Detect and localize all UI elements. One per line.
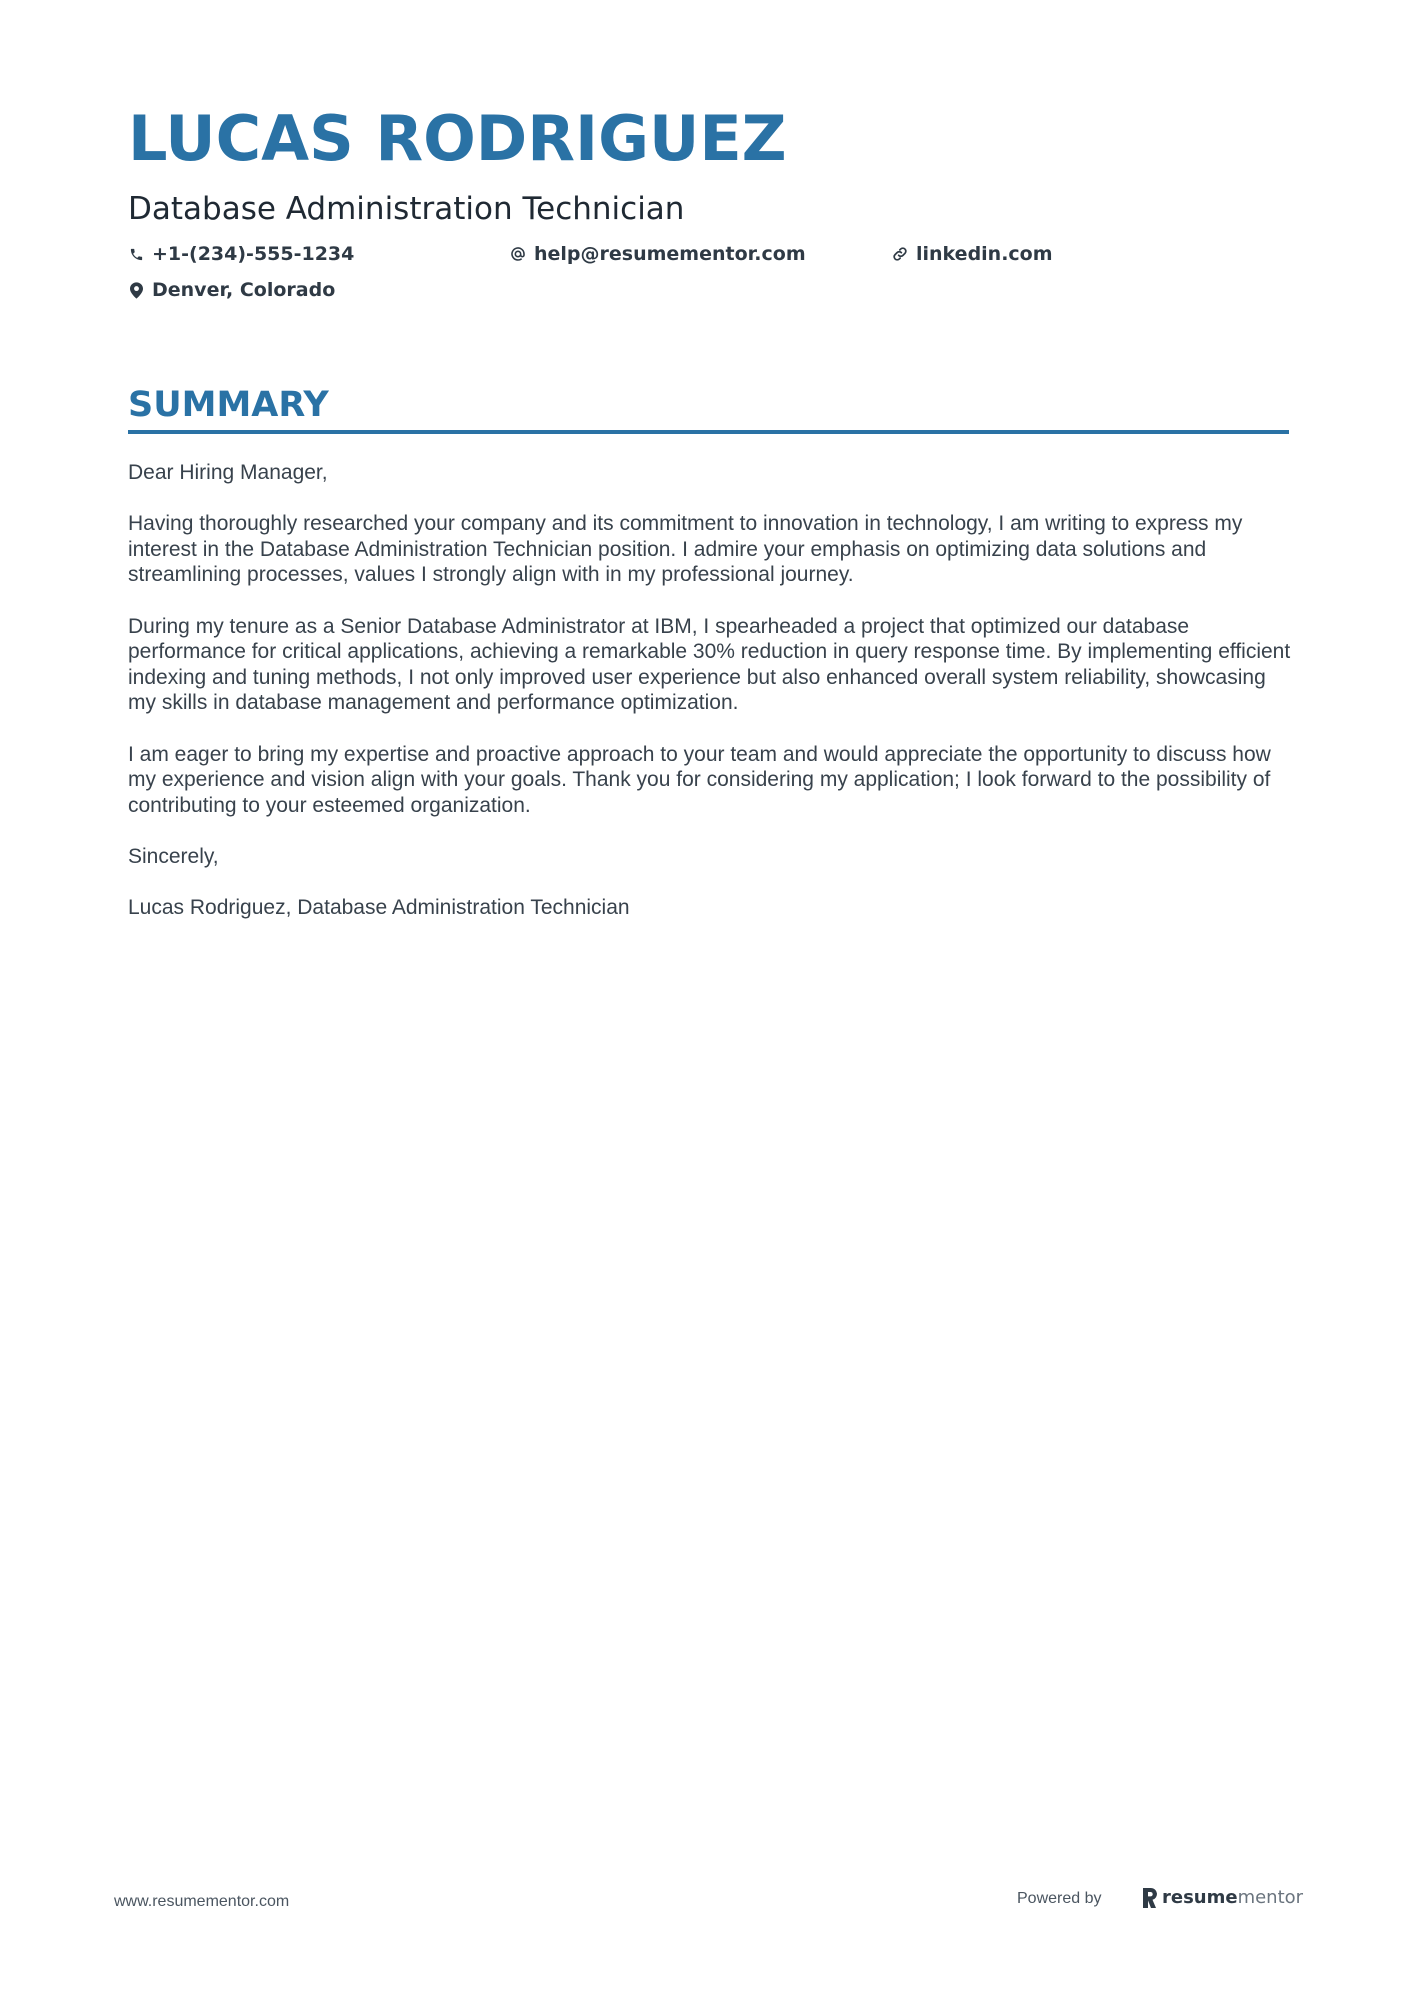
powered-by-label: Powered by — [1017, 1890, 1102, 1907]
salutation: Dear Hiring Manager, — [128, 461, 328, 484]
closing: Sincerely, — [128, 844, 219, 868]
brand-name-part1: resume — [1162, 1887, 1238, 1908]
email-link[interactable]: help@resumementor.com — [534, 243, 806, 265]
website-link[interactable]: linkedin.com — [916, 243, 1053, 265]
map-pin-icon — [128, 281, 144, 299]
contact-website — [892, 240, 1053, 268]
summary-heading: SUMMARY — [128, 385, 329, 425]
candidate-name: LUCAS RODRIGUEZ — [128, 102, 787, 175]
location-text: Denver, Colorado — [152, 279, 336, 301]
phone-icon — [128, 245, 144, 263]
contact-email — [510, 240, 806, 268]
job-title: Database Administration Technician — [128, 191, 685, 227]
link-icon — [892, 245, 908, 263]
letter-paragraph: Having thoroughly researched your company and its commitment to innovation in technology, I am writing to express my interest in the Database Administration Technician position. I admire your emphasis on optimizing data solutions and streamlining processes, values I strongly align with in my professional journey. — [128, 512, 1243, 587]
brand-name-part2: mentor — [1237, 1887, 1304, 1908]
phone-text: +1-(234)-555-1234 — [152, 243, 355, 265]
footer-website-link[interactable]: www.resumementor.com — [114, 1893, 290, 1910]
letter-paragraph: I am eager to bring my expertise and proactive approach to your team and would appreciate the opportunity to discuss how my experience and vision align with your goals. Thank you for considering my application; I look forward to the possibility of contributing to your esteemed organization. — [128, 742, 1271, 817]
letter-paragraph: During my tenure as a Senior Database Administrator at IBM, I spearheaded a project that optimized our database performance for critical applications, achieving a remarkable 30% reduction in query response time. By implementing efficient indexing and tuning methods, I not only improved user experience but also enhanced overall system reliability, showcasing my skills in database management and performance optimization. — [128, 614, 1291, 715]
brand-logo[interactable] — [1141, 1887, 1303, 1908]
signature: Lucas Rodriguez, Database Administration Technician — [128, 896, 630, 920]
contact-location — [128, 276, 335, 304]
resumementor-logo-icon — [1141, 1888, 1157, 1908]
letter-body — [128, 460, 1293, 946]
section-divider — [128, 430, 1289, 434]
at-icon — [510, 245, 526, 263]
contact-phone — [128, 240, 354, 268]
